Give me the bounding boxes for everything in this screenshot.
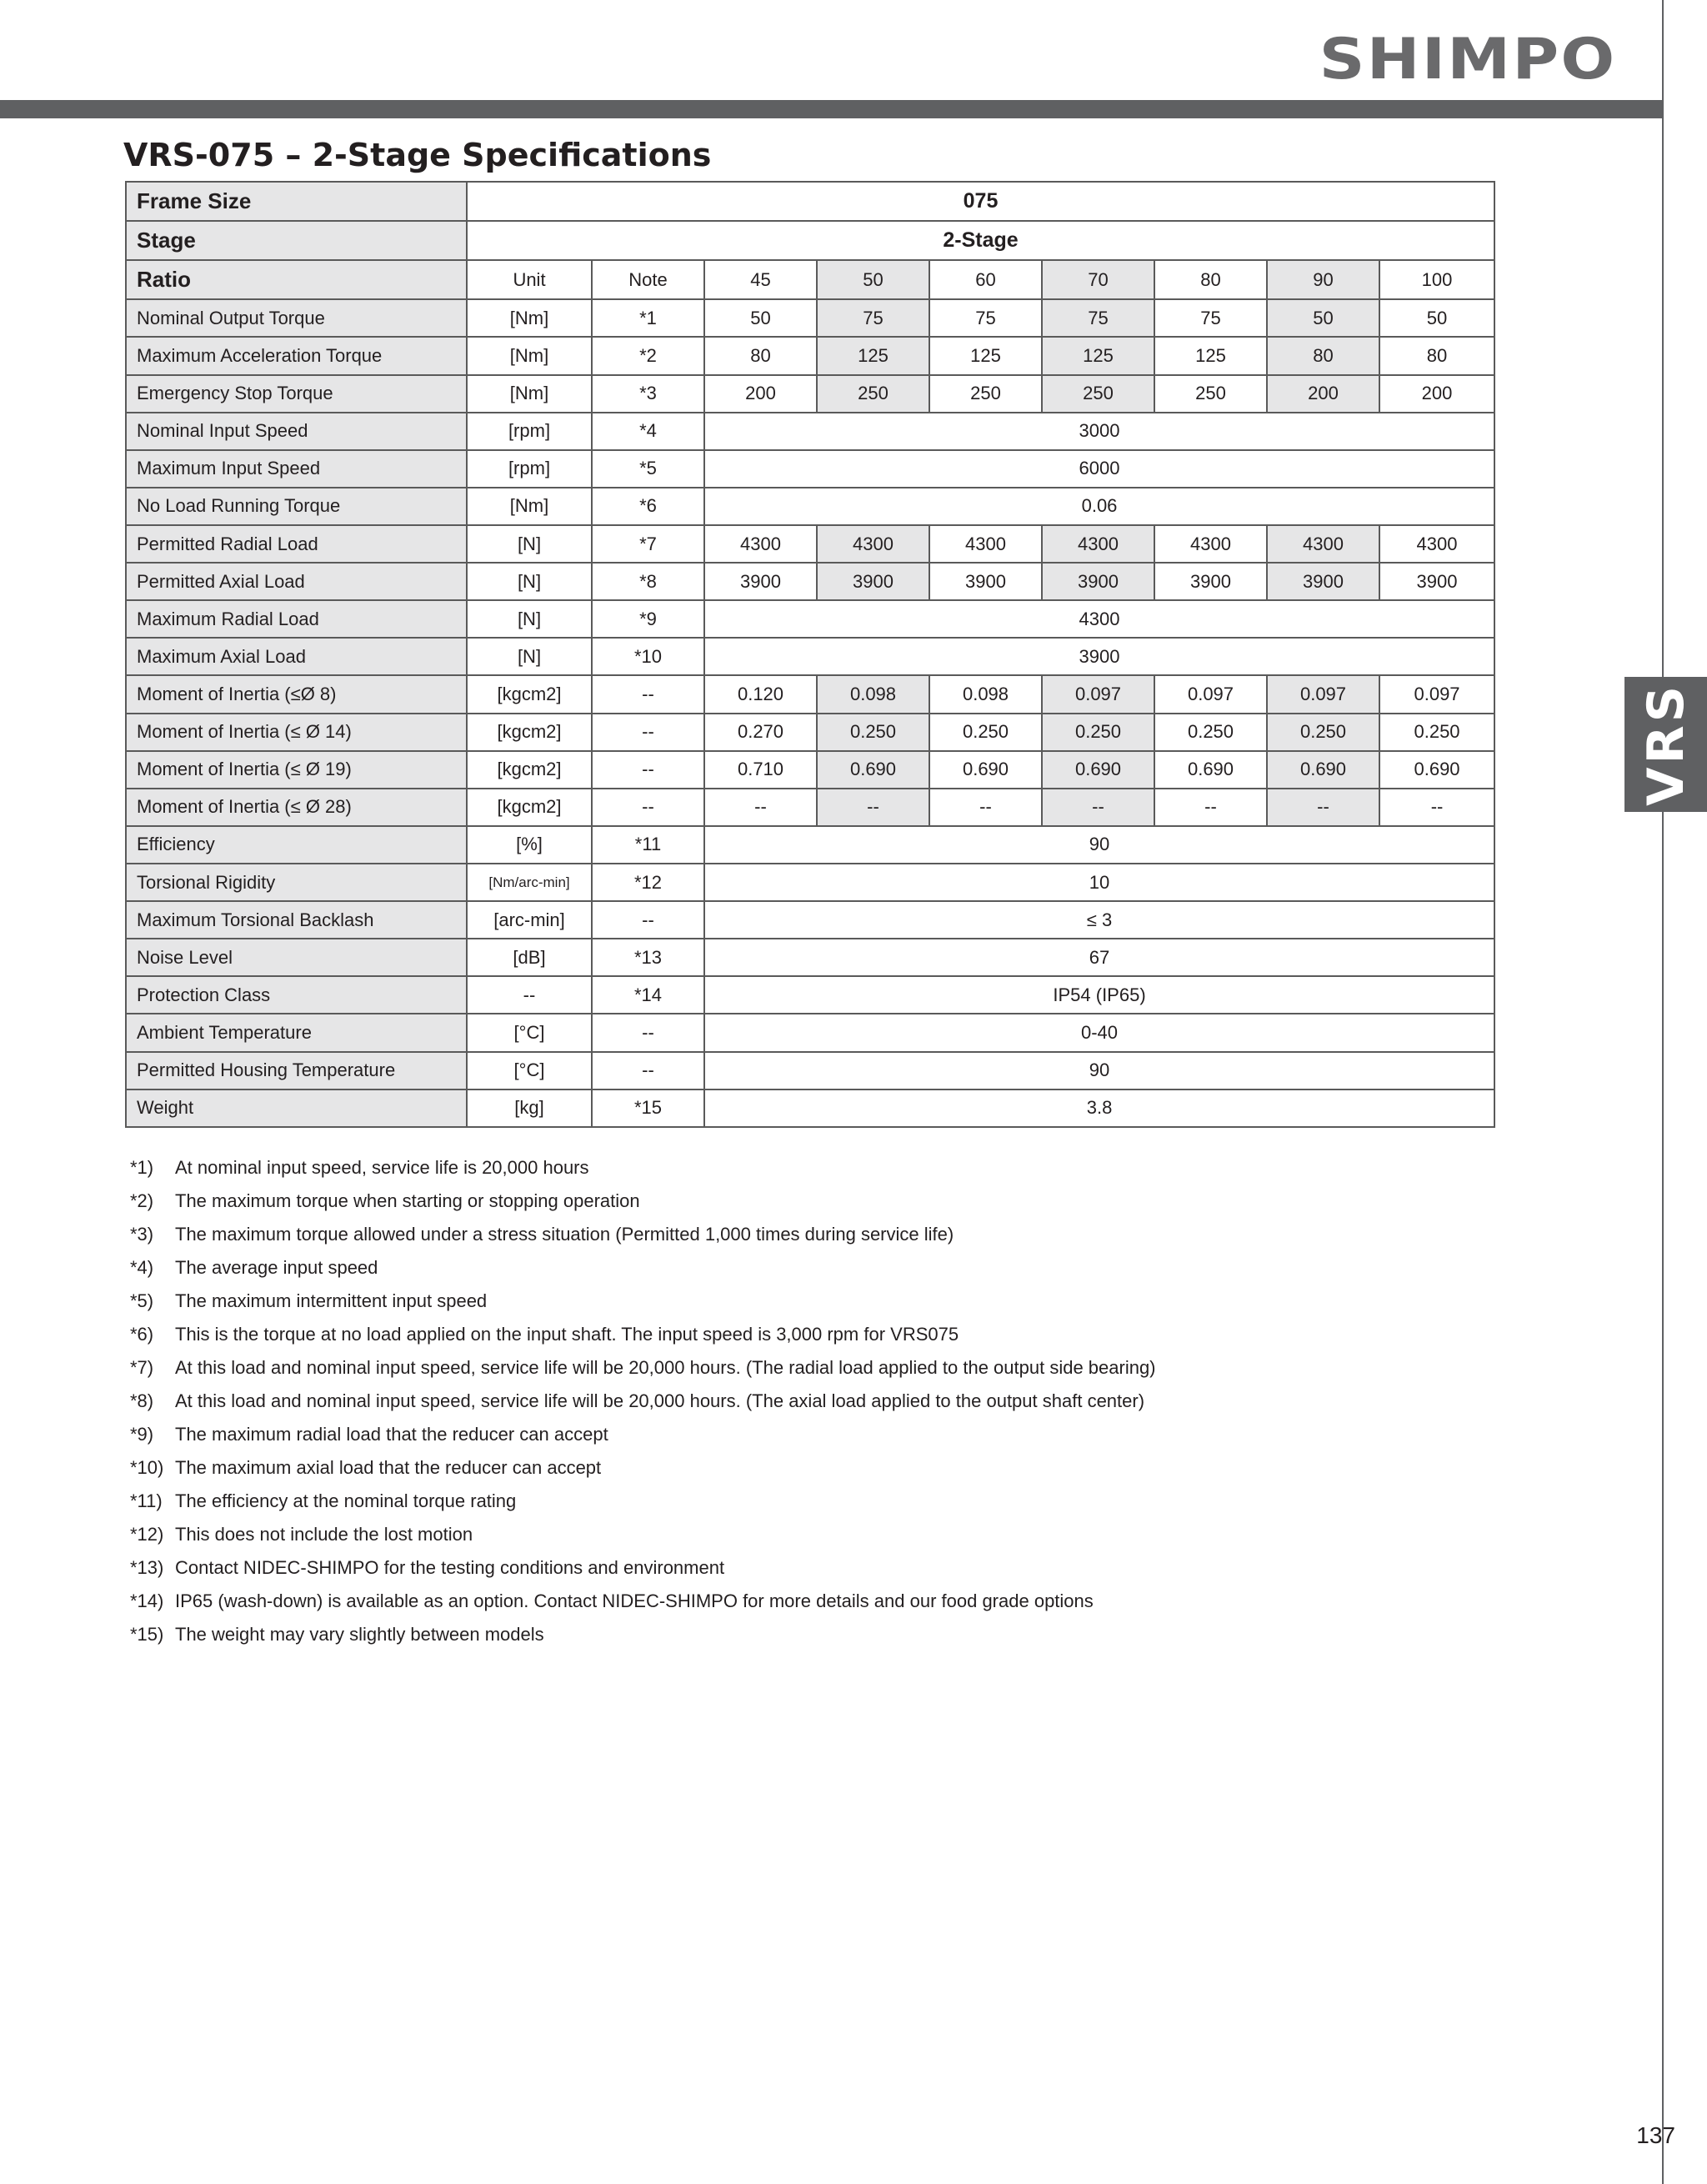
footnote bbox=[130, 1154, 1547, 1187]
footnote-mark: *9) bbox=[130, 1424, 154, 1445]
spec-row bbox=[126, 450, 1494, 488]
spec-value-cell: 3900 bbox=[1154, 563, 1267, 600]
spec-unit: [kgcm2] bbox=[467, 751, 592, 789]
spec-note: *9 bbox=[592, 600, 704, 638]
spec-value-cell: 3900 bbox=[817, 563, 929, 600]
footnote-mark: *14) bbox=[130, 1590, 164, 1611]
spec-row bbox=[126, 488, 1494, 525]
footnote bbox=[130, 1554, 1547, 1587]
spec-value-cell: 75 bbox=[817, 299, 929, 337]
spec-value-cell: 3900 bbox=[1042, 563, 1154, 600]
spec-label: Nominal Input Speed bbox=[126, 413, 467, 450]
spec-label: Weight bbox=[126, 1089, 467, 1127]
spec-value-cell: 4300 bbox=[1267, 525, 1379, 563]
spec-label: Maximum Torsional Backlash bbox=[126, 901, 467, 939]
spec-note: -- bbox=[592, 901, 704, 939]
spec-unit: [Nm] bbox=[467, 488, 592, 525]
frame-size-value: 075 bbox=[467, 182, 1494, 221]
spec-value-cell: 0.690 bbox=[1154, 751, 1267, 789]
ratio-header-cell: 100 bbox=[1379, 260, 1494, 299]
spec-value-merged: 4300 bbox=[704, 600, 1494, 638]
spec-value-merged: 6000 bbox=[704, 450, 1494, 488]
footnote-mark: *1) bbox=[130, 1157, 154, 1178]
spec-row bbox=[126, 864, 1494, 901]
spec-value-merged: 90 bbox=[704, 826, 1494, 864]
spec-value-cell: 0.098 bbox=[929, 675, 1042, 713]
spec-unit: -- bbox=[467, 976, 592, 1014]
spec-unit: [Nm] bbox=[467, 337, 592, 374]
spec-value-cell: 250 bbox=[1042, 375, 1154, 413]
spec-note: -- bbox=[592, 751, 704, 789]
spec-label: Emergency Stop Torque bbox=[126, 375, 467, 413]
spec-unit: [Nm] bbox=[467, 375, 592, 413]
footnote bbox=[130, 1587, 1547, 1620]
spec-value-cell: 125 bbox=[1154, 337, 1267, 374]
unit-header: Unit bbox=[467, 260, 592, 299]
spec-value-cell: -- bbox=[929, 789, 1042, 826]
spec-note: -- bbox=[592, 714, 704, 751]
footnote-mark: *7) bbox=[130, 1357, 154, 1378]
spec-unit: [rpm] bbox=[467, 450, 592, 488]
footnote-mark: *13) bbox=[130, 1557, 164, 1578]
stage-label: Stage bbox=[126, 221, 467, 260]
spec-note: *14 bbox=[592, 976, 704, 1014]
spec-row bbox=[126, 413, 1494, 450]
footnote-text: This is the torque at no load applied on the input shaft. The input speed is 3,000 rpm for VRS075 bbox=[175, 1324, 959, 1345]
spec-value-cell: 250 bbox=[929, 375, 1042, 413]
spec-value-cell: 0.250 bbox=[1042, 714, 1154, 751]
footnote-mark: *3) bbox=[130, 1224, 154, 1245]
spec-table bbox=[125, 181, 1495, 1128]
spec-note: *13 bbox=[592, 939, 704, 976]
spec-value-merged: 3.8 bbox=[704, 1089, 1494, 1127]
spec-note: *12 bbox=[592, 864, 704, 901]
spec-label: No Load Running Torque bbox=[126, 488, 467, 525]
spec-note: *10 bbox=[592, 638, 704, 675]
footnote-mark: *5) bbox=[130, 1290, 154, 1311]
ratio-label: Ratio bbox=[126, 260, 467, 299]
spec-label: Nominal Output Torque bbox=[126, 299, 467, 337]
footnote bbox=[130, 1187, 1547, 1220]
shimpo-logo: SHIMPO bbox=[1319, 27, 1617, 93]
spec-value-cell: 4300 bbox=[1379, 525, 1494, 563]
spec-label: Moment of Inertia (≤ Ø 28) bbox=[126, 789, 467, 826]
footnote bbox=[130, 1220, 1547, 1254]
spec-value-merged: 0.06 bbox=[704, 488, 1494, 525]
spec-label: Maximum Input Speed bbox=[126, 450, 467, 488]
spec-value-merged: 3900 bbox=[704, 638, 1494, 675]
footnote-mark: *11) bbox=[130, 1490, 163, 1511]
footnotes bbox=[130, 1154, 1547, 1654]
page-title: VRS-075 – 2-Stage Specifications bbox=[123, 137, 712, 173]
spec-unit: [%] bbox=[467, 826, 592, 864]
spec-value-cell: 0.270 bbox=[704, 714, 817, 751]
spec-row bbox=[126, 675, 1494, 713]
spec-label: Torsional Rigidity bbox=[126, 864, 467, 901]
spec-label: Maximum Axial Load bbox=[126, 638, 467, 675]
ratio-header-cell: 45 bbox=[704, 260, 817, 299]
footnote bbox=[130, 1620, 1547, 1654]
spec-value-merged: 10 bbox=[704, 864, 1494, 901]
footnote-text: The average input speed bbox=[175, 1257, 378, 1278]
spec-row bbox=[126, 600, 1494, 638]
footnote-text: IP65 (wash-down) is available as an option. Contact NIDEC-SHIMPO for more details and our food grade options bbox=[175, 1590, 1094, 1611]
ratio-header-cell: 80 bbox=[1154, 260, 1267, 299]
spec-value-cell: 250 bbox=[1154, 375, 1267, 413]
spec-row bbox=[126, 1014, 1494, 1051]
spec-value-cell: 250 bbox=[817, 375, 929, 413]
spec-unit: [Nm/arc-min] bbox=[467, 864, 592, 901]
spec-unit: [N] bbox=[467, 525, 592, 563]
note-header: Note bbox=[592, 260, 704, 299]
footnote-mark: *8) bbox=[130, 1390, 154, 1411]
frame-size-label: Frame Size bbox=[126, 182, 467, 221]
footnote-mark: *4) bbox=[130, 1257, 154, 1278]
spec-value-cell: -- bbox=[1042, 789, 1154, 826]
header-bar bbox=[0, 100, 1662, 118]
spec-row bbox=[126, 901, 1494, 939]
spec-unit: [kgcm2] bbox=[467, 714, 592, 751]
footnote-mark: *15) bbox=[130, 1624, 164, 1645]
ratio-header-cell: 60 bbox=[929, 260, 1042, 299]
spec-value-cell: 0.250 bbox=[1379, 714, 1494, 751]
spec-note: -- bbox=[592, 1052, 704, 1089]
spec-value-cell: 200 bbox=[1267, 375, 1379, 413]
footnote bbox=[130, 1354, 1547, 1387]
spec-note: *6 bbox=[592, 488, 704, 525]
spec-note: *8 bbox=[592, 563, 704, 600]
spec-unit: [arc-min] bbox=[467, 901, 592, 939]
spec-value-cell: 0.690 bbox=[1379, 751, 1494, 789]
spec-value-cell: 3900 bbox=[1379, 563, 1494, 600]
spec-value-cell: 50 bbox=[1267, 299, 1379, 337]
spec-row bbox=[126, 789, 1494, 826]
spec-row bbox=[126, 563, 1494, 600]
spec-row bbox=[126, 1052, 1494, 1089]
spec-label: Permitted Housing Temperature bbox=[126, 1052, 467, 1089]
page-edge-line bbox=[1662, 0, 1664, 2184]
spec-label: Protection Class bbox=[126, 976, 467, 1014]
spec-value-cell: 0.120 bbox=[704, 675, 817, 713]
spec-note: -- bbox=[592, 675, 704, 713]
spec-unit: [Nm] bbox=[467, 299, 592, 337]
spec-note: *7 bbox=[592, 525, 704, 563]
section-side-tab bbox=[1624, 677, 1707, 812]
spec-label: Moment of Inertia (≤ Ø 19) bbox=[126, 751, 467, 789]
spec-row bbox=[126, 826, 1494, 864]
spec-value-merged: IP54 (IP65) bbox=[704, 976, 1494, 1014]
spec-unit: [kgcm2] bbox=[467, 789, 592, 826]
spec-value-cell: 4300 bbox=[704, 525, 817, 563]
spec-row bbox=[126, 714, 1494, 751]
spec-value-cell: 0.690 bbox=[1042, 751, 1154, 789]
footnote bbox=[130, 1520, 1547, 1554]
spec-note: *3 bbox=[592, 375, 704, 413]
spec-value-cell: 50 bbox=[704, 299, 817, 337]
spec-row bbox=[126, 375, 1494, 413]
spec-label: Maximum Radial Load bbox=[126, 600, 467, 638]
spec-unit: [N] bbox=[467, 638, 592, 675]
spec-row bbox=[126, 299, 1494, 337]
spec-label: Permitted Radial Load bbox=[126, 525, 467, 563]
spec-row bbox=[126, 525, 1494, 563]
footnote-text: The maximum torque allowed under a stress situation (Permitted 1,000 times during service life) bbox=[175, 1224, 954, 1245]
spec-value-cell: -- bbox=[1379, 789, 1494, 826]
spec-row bbox=[126, 939, 1494, 976]
footnote bbox=[130, 1454, 1547, 1487]
spec-note: *4 bbox=[592, 413, 704, 450]
page-number: 137 bbox=[1636, 2122, 1675, 2148]
spec-value-cell: -- bbox=[1154, 789, 1267, 826]
footnote-text: The efficiency at the nominal torque rating bbox=[175, 1490, 517, 1511]
spec-value-cell: 0.097 bbox=[1042, 675, 1154, 713]
spec-value-cell: 0.097 bbox=[1379, 675, 1494, 713]
spec-value-cell: 0.250 bbox=[817, 714, 929, 751]
footnote bbox=[130, 1287, 1547, 1320]
ratio-header-cell: 50 bbox=[817, 260, 929, 299]
spec-value-cell: 0.250 bbox=[1267, 714, 1379, 751]
footnote-mark: *6) bbox=[130, 1324, 154, 1345]
frame-size-row bbox=[126, 182, 1494, 221]
spec-value-cell: 3900 bbox=[929, 563, 1042, 600]
spec-unit: [kgcm2] bbox=[467, 675, 592, 713]
ratio-row bbox=[126, 260, 1494, 299]
footnote-text: The weight may vary slightly between models bbox=[175, 1624, 544, 1645]
spec-value-cell: 0.690 bbox=[1267, 751, 1379, 789]
spec-label: Moment of Inertia (≤Ø 8) bbox=[126, 675, 467, 713]
footnote bbox=[130, 1387, 1547, 1420]
spec-value-merged: 67 bbox=[704, 939, 1494, 976]
spec-value-cell: 0.250 bbox=[929, 714, 1042, 751]
spec-note: *2 bbox=[592, 337, 704, 374]
spec-label: Ambient Temperature bbox=[126, 1014, 467, 1051]
spec-label: Maximum Acceleration Torque bbox=[126, 337, 467, 374]
footnote-mark: *2) bbox=[130, 1190, 154, 1211]
spec-value-cell: 80 bbox=[1267, 337, 1379, 374]
spec-value-cell: 4300 bbox=[817, 525, 929, 563]
spec-value-cell: 80 bbox=[704, 337, 817, 374]
spec-value-merged: 0-40 bbox=[704, 1014, 1494, 1051]
stage-value: 2-Stage bbox=[467, 221, 1494, 260]
spec-unit: [N] bbox=[467, 600, 592, 638]
spec-row bbox=[126, 1089, 1494, 1127]
spec-row bbox=[126, 976, 1494, 1014]
side-tab-label: VRS bbox=[1636, 683, 1695, 806]
spec-value-cell: 125 bbox=[1042, 337, 1154, 374]
spec-unit: [dB] bbox=[467, 939, 592, 976]
footnote-text: At nominal input speed, service life is 20,000 hours bbox=[175, 1157, 589, 1178]
spec-value-cell: 80 bbox=[1379, 337, 1494, 374]
spec-value-cell: 4300 bbox=[929, 525, 1042, 563]
spec-value-cell: 75 bbox=[1042, 299, 1154, 337]
spec-value-cell: 0.098 bbox=[817, 675, 929, 713]
spec-value-cell: 200 bbox=[704, 375, 817, 413]
spec-value-cell: 3900 bbox=[704, 563, 817, 600]
spec-value-cell: 75 bbox=[929, 299, 1042, 337]
footnote-text: This does not include the lost motion bbox=[175, 1524, 473, 1545]
spec-row bbox=[126, 751, 1494, 789]
spec-value-cell: 0.097 bbox=[1267, 675, 1379, 713]
spec-value-cell: -- bbox=[817, 789, 929, 826]
spec-value-cell: 75 bbox=[1154, 299, 1267, 337]
spec-value-cell: 3900 bbox=[1267, 563, 1379, 600]
footnote-text: Contact NIDEC-SHIMPO for the testing conditions and environment bbox=[175, 1557, 725, 1578]
spec-value-cell: 0.710 bbox=[704, 751, 817, 789]
footnote-mark: *10) bbox=[130, 1457, 164, 1478]
spec-value-cell: 125 bbox=[817, 337, 929, 374]
spec-value-cell: -- bbox=[1267, 789, 1379, 826]
spec-unit: [kg] bbox=[467, 1089, 592, 1127]
spec-value-merged: ≤ 3 bbox=[704, 901, 1494, 939]
ratio-header-cell: 70 bbox=[1042, 260, 1154, 299]
spec-note: *1 bbox=[592, 299, 704, 337]
footnote-text: The maximum radial load that the reducer can accept bbox=[175, 1424, 608, 1445]
spec-label: Noise Level bbox=[126, 939, 467, 976]
spec-note: *5 bbox=[592, 450, 704, 488]
spec-label: Permitted Axial Load bbox=[126, 563, 467, 600]
spec-label: Moment of Inertia (≤ Ø 14) bbox=[126, 714, 467, 751]
footnote-mark: *12) bbox=[130, 1524, 164, 1545]
stage-row bbox=[126, 221, 1494, 260]
footnote-text: At this load and nominal input speed, service life will be 20,000 hours. (The radial load applied to the output side bearing) bbox=[175, 1357, 1156, 1378]
spec-row bbox=[126, 638, 1494, 675]
spec-note: -- bbox=[592, 789, 704, 826]
footnote-text: At this load and nominal input speed, service life will be 20,000 hours. (The axial load applied to the output shaft center) bbox=[175, 1390, 1145, 1411]
spec-value-cell: 0.097 bbox=[1154, 675, 1267, 713]
spec-value-cell: 0.250 bbox=[1154, 714, 1267, 751]
spec-value-cell: -- bbox=[704, 789, 817, 826]
spec-value-cell: 4300 bbox=[1042, 525, 1154, 563]
footnote-text: The maximum intermittent input speed bbox=[175, 1290, 488, 1311]
spec-unit: [°C] bbox=[467, 1014, 592, 1051]
footnote-text: The maximum torque when starting or stopping operation bbox=[175, 1190, 640, 1211]
spec-value-cell: 4300 bbox=[1154, 525, 1267, 563]
spec-unit: [°C] bbox=[467, 1052, 592, 1089]
spec-note: *15 bbox=[592, 1089, 704, 1127]
spec-value-merged: 90 bbox=[704, 1052, 1494, 1089]
footnote bbox=[130, 1487, 1547, 1520]
spec-unit: [rpm] bbox=[467, 413, 592, 450]
spec-label: Efficiency bbox=[126, 826, 467, 864]
spec-row bbox=[126, 337, 1494, 374]
spec-value-cell: 50 bbox=[1379, 299, 1494, 337]
ratio-header-cell: 90 bbox=[1267, 260, 1379, 299]
spec-note: *11 bbox=[592, 826, 704, 864]
spec-unit: [N] bbox=[467, 563, 592, 600]
footnote-text: The maximum axial load that the reducer can accept bbox=[175, 1457, 602, 1478]
spec-value-merged: 3000 bbox=[704, 413, 1494, 450]
spec-value-cell: 0.690 bbox=[929, 751, 1042, 789]
spec-value-cell: 0.690 bbox=[817, 751, 929, 789]
footnote bbox=[130, 1254, 1547, 1287]
spec-value-cell: 125 bbox=[929, 337, 1042, 374]
footnote bbox=[130, 1420, 1547, 1454]
spec-value-cell: 200 bbox=[1379, 375, 1494, 413]
footnote bbox=[130, 1320, 1547, 1354]
spec-note: -- bbox=[592, 1014, 704, 1051]
